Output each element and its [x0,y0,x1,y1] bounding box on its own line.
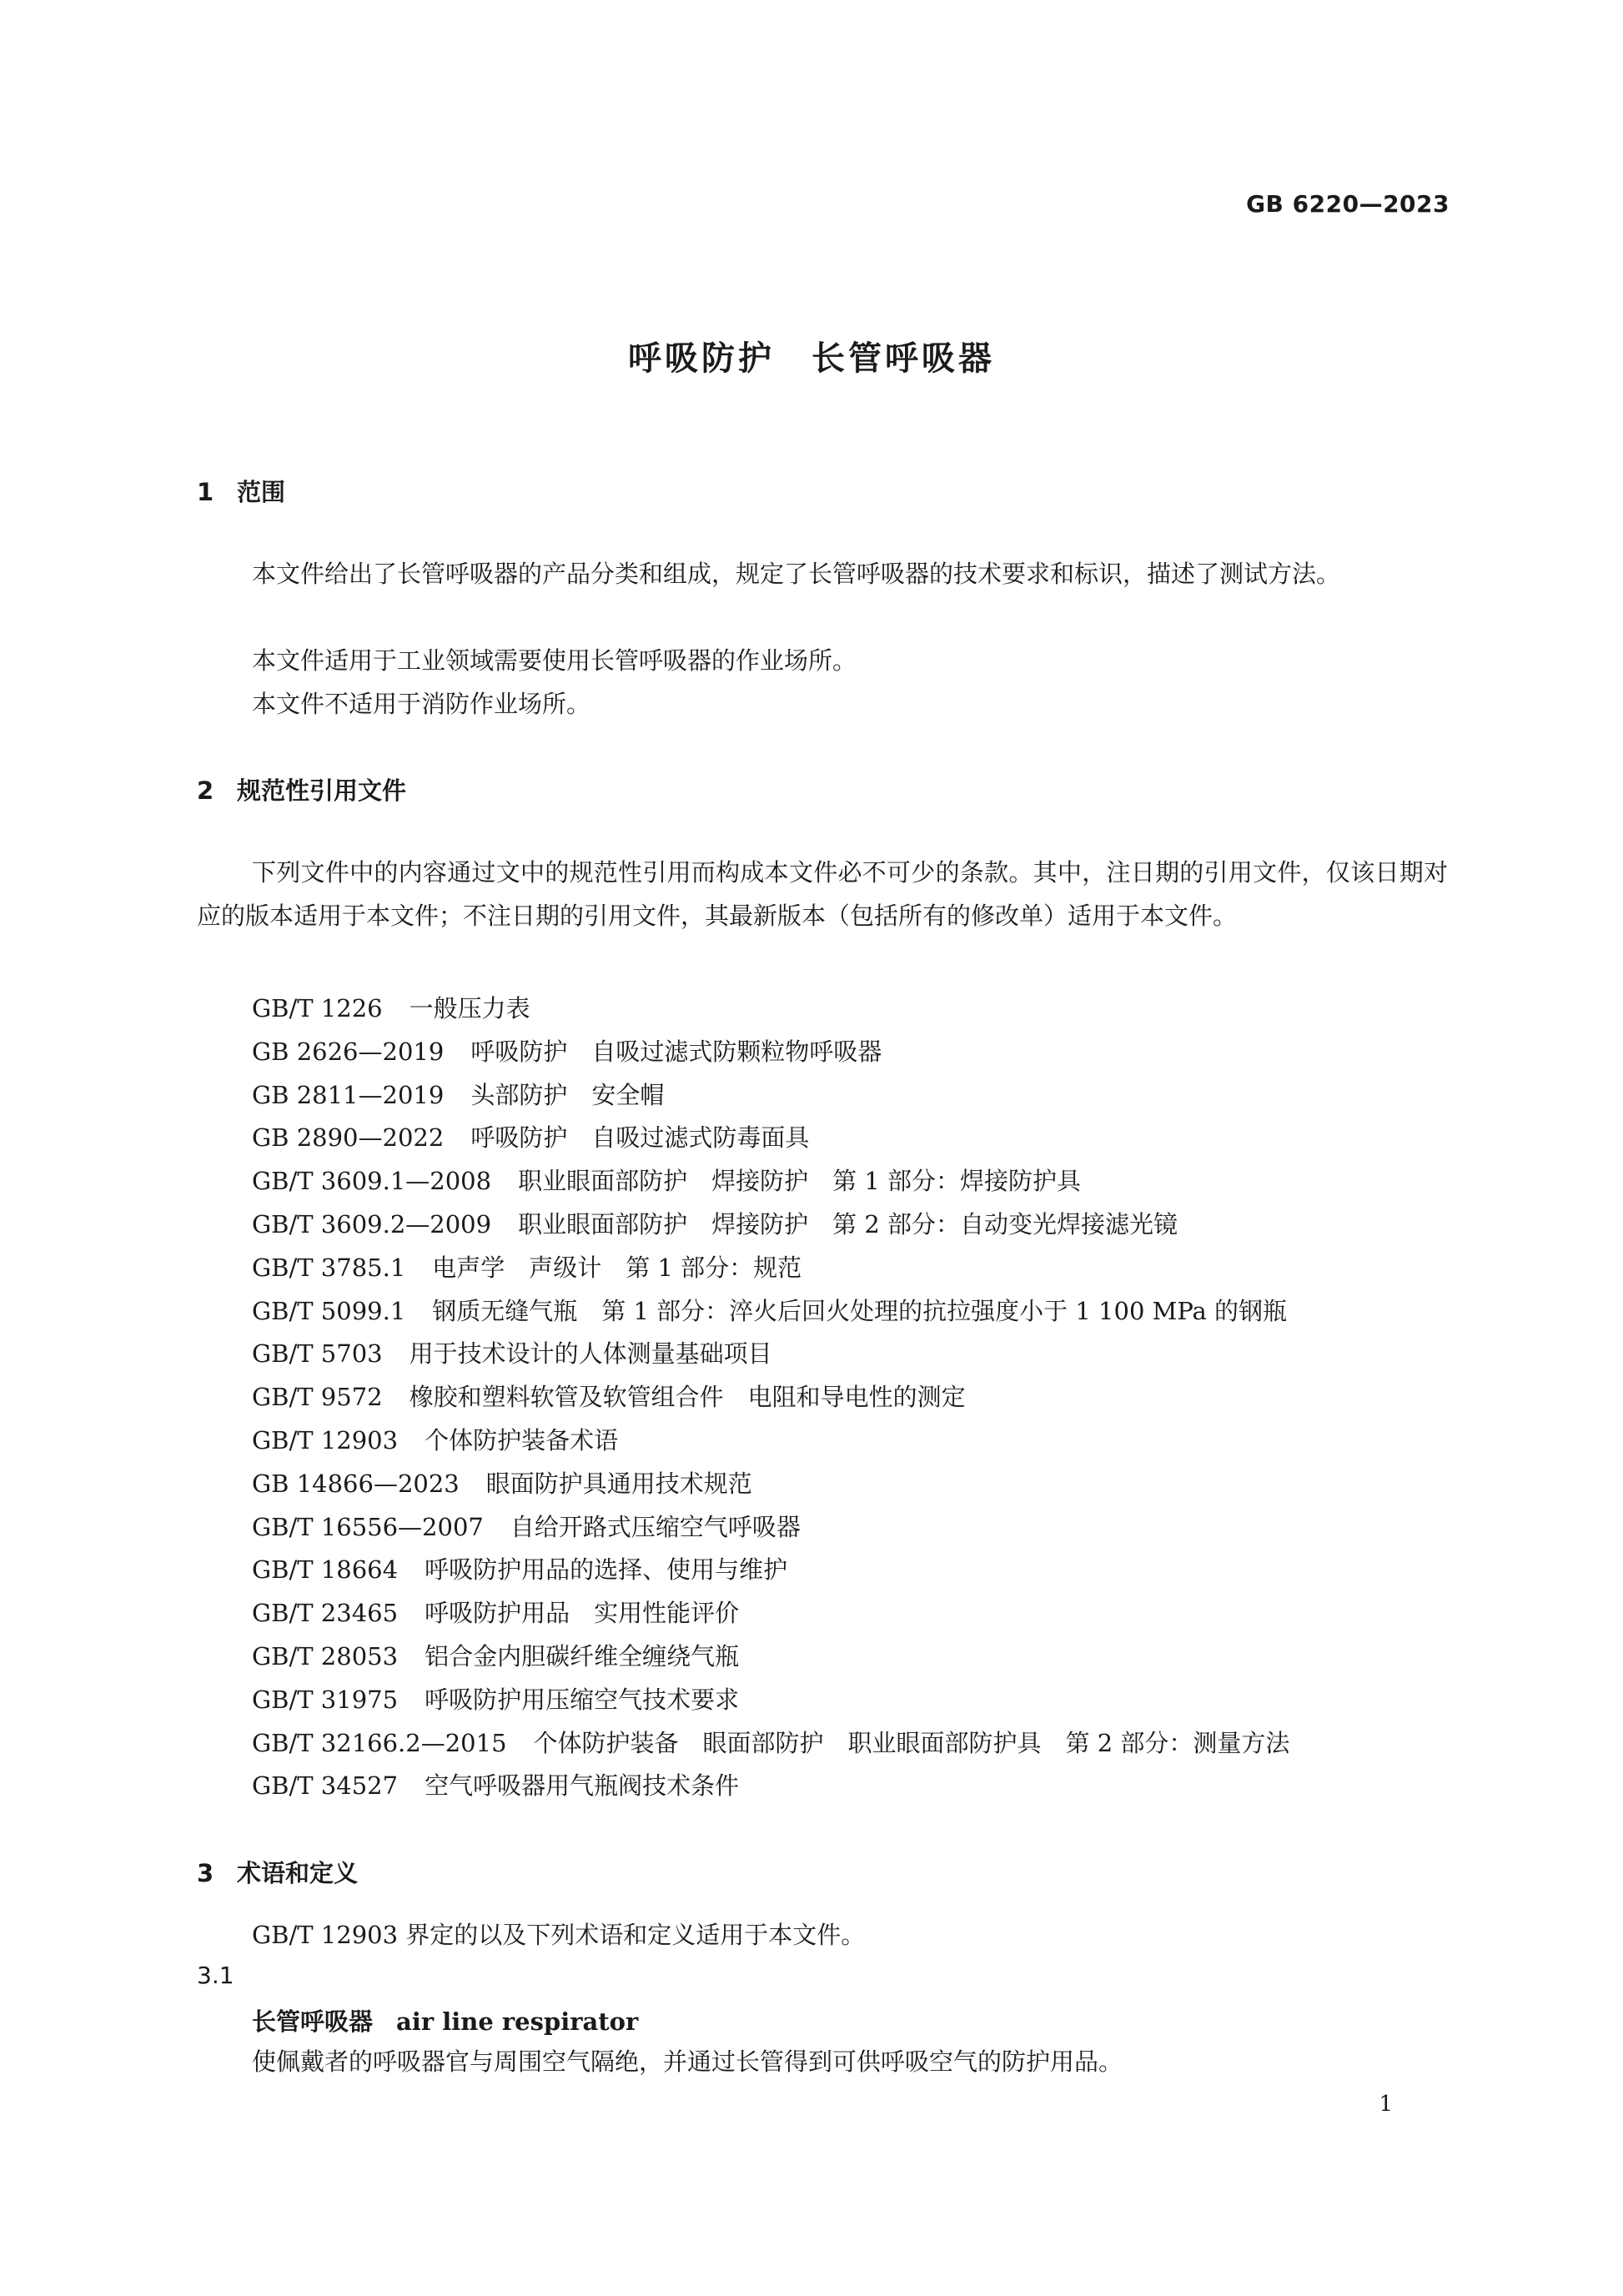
reference-title: 用于技术设计的人体测量基础项目 [409,1339,772,1369]
document-title: 呼吸防护 长管呼吸器 [628,339,995,378]
reference-item [252,1722,1289,1766]
reference-code: GB 2890—2022 [252,1123,445,1153]
reference-code: GB/T 1226 [252,994,383,1022]
page-number: 1 [1379,2092,1393,2117]
reference-code: GB 2811—2019 [252,1080,445,1109]
section-title: 范围 [237,478,286,506]
reference-title: 呼吸防护用品 实用性能评价 [425,1599,740,1628]
reference-code: GB/T 9572 [252,1383,383,1412]
reference-title: 铝合金内胆碳纤维全缠绕气瓶 [425,1641,740,1671]
terms-intro: GB/T 12903 界定的以及下列术语和定义适用于本文件。 [252,1921,866,1949]
reference-item [252,1031,1289,1074]
reference-item [252,1160,1289,1203]
reference-title: 职业眼面部防护 焊接防护 第 1 部分：焊接防护具 [518,1167,1081,1196]
scope-paragraph-1: 本文件给出了长管呼吸器的产品分类和组成，规定了长管呼吸器的技术要求和标识，描述了测试方法。 [252,560,1341,588]
standard-code: GB 6220—2023 [1246,190,1450,218]
reference-item [252,1506,1289,1550]
reference-item [252,1463,1289,1506]
scope-paragraph-2: 本文件适用于工业领域需要使用长管呼吸器的作业场所。 [252,646,857,675]
reference-item [252,1549,1289,1592]
section-number: 1 [197,478,214,506]
reference-list [252,987,1289,1808]
reference-title: 呼吸防护用压缩空气技术要求 [425,1685,740,1714]
reference-title: 个体防护装备术语 [425,1425,619,1454]
reference-code: GB/T 3785.1 [252,1253,406,1282]
reference-title: 呼吸防护用品的选择、使用与维护 [425,1555,788,1585]
reference-item [252,1074,1289,1118]
reference-title: 空气呼吸器用气瓶阀技术条件 [425,1771,740,1801]
reference-code: GB/T 34527 [252,1771,399,1801]
reference-item [252,1333,1289,1376]
reference-item [252,1765,1289,1808]
reference-item [252,1635,1289,1679]
reference-code: GB/T 3609.2—2009 [252,1209,492,1238]
reference-code: GB/T 23465 [252,1599,399,1628]
reference-title: 一般压力表 [409,994,530,1022]
term-chinese: 长管呼吸器 [252,2007,374,2036]
reference-title: 自给开路式压缩空气呼吸器 [510,1512,801,1541]
reference-title: 个体防护装备 眼面部防护 职业眼面部防护具 第 2 部分：测量方法 [533,1728,1290,1757]
section-1-heading [197,474,285,508]
reference-code: GB/T 16556—2007 [252,1512,484,1541]
term-english: air line respirator [396,2007,639,2036]
reference-code: GB/T 5703 [252,1339,383,1369]
reference-code: GB/T 12903 [252,1425,399,1454]
reference-item [252,987,1289,1031]
reference-item [252,1290,1289,1334]
reference-title: 呼吸防护 自吸过滤式防毒面具 [470,1123,810,1153]
reference-code: GB/T 31975 [252,1685,399,1714]
reference-title: 头部防护 安全帽 [470,1080,665,1109]
scope-paragraph-3: 本文件不适用于消防作业场所。 [252,690,591,718]
reference-code: GB/T 28053 [252,1641,399,1671]
reference-code: GB/T 32166.2—2015 [252,1728,507,1757]
section-number: 2 [197,776,214,805]
reference-code: GB/T 3609.1—2008 [252,1167,492,1196]
term-entry [252,2003,638,2037]
term-definition: 使佩戴者的呼吸器官与周围空气隔绝，并通过长管得到可供呼吸空气的防护用品。 [252,2047,1123,2076]
section-3-heading [197,1855,358,1889]
reference-title: 眼面防护具通用技术规范 [485,1469,752,1498]
reference-item [252,1117,1289,1160]
reference-item [252,1247,1289,1290]
section-number: 3 [197,1859,214,1887]
clause-number: 3.1 [197,1962,234,1989]
reference-title: 橡胶和塑料软管及软管组合件 电阻和导电性的测定 [409,1383,966,1412]
reference-item [252,1679,1289,1722]
reference-code: GB/T 18664 [252,1555,399,1585]
reference-item [252,1419,1289,1463]
section-title: 术语和定义 [237,1859,359,1887]
reference-title: 呼吸防护 自吸过滤式防颗粒物呼吸器 [470,1037,882,1066]
section-2-heading [197,772,406,806]
reference-code: GB 14866—2023 [252,1469,460,1498]
section-title: 规范性引用文件 [237,776,407,805]
reference-title: 职业眼面部防护 焊接防护 第 2 部分：自动变光焊接滤光镜 [518,1209,1178,1238]
reference-title: 钢质无缝气瓶 第 1 部分：淬火后回火处理的抗拉强度小于 1 100 MPa 的钢瓶 [432,1296,1288,1325]
reference-code: GB/T 5099.1 [252,1296,406,1325]
reference-item [252,1592,1289,1635]
reference-title: 电声学 声级计 第 1 部分：规范 [432,1253,802,1282]
reference-item [252,1376,1289,1419]
references-intro: 下列文件中的内容通过文中的规范性引用而构成本文件必不可少的条款。其中，注日期的引用文件，仅该日期对应的版本适用于本文件；不注日期的引用文件，其最新版本（包括所有的修改单）适用于本文件。 [197,858,1448,930]
reference-code: GB 2626—2019 [252,1037,445,1066]
reference-item [252,1203,1289,1247]
